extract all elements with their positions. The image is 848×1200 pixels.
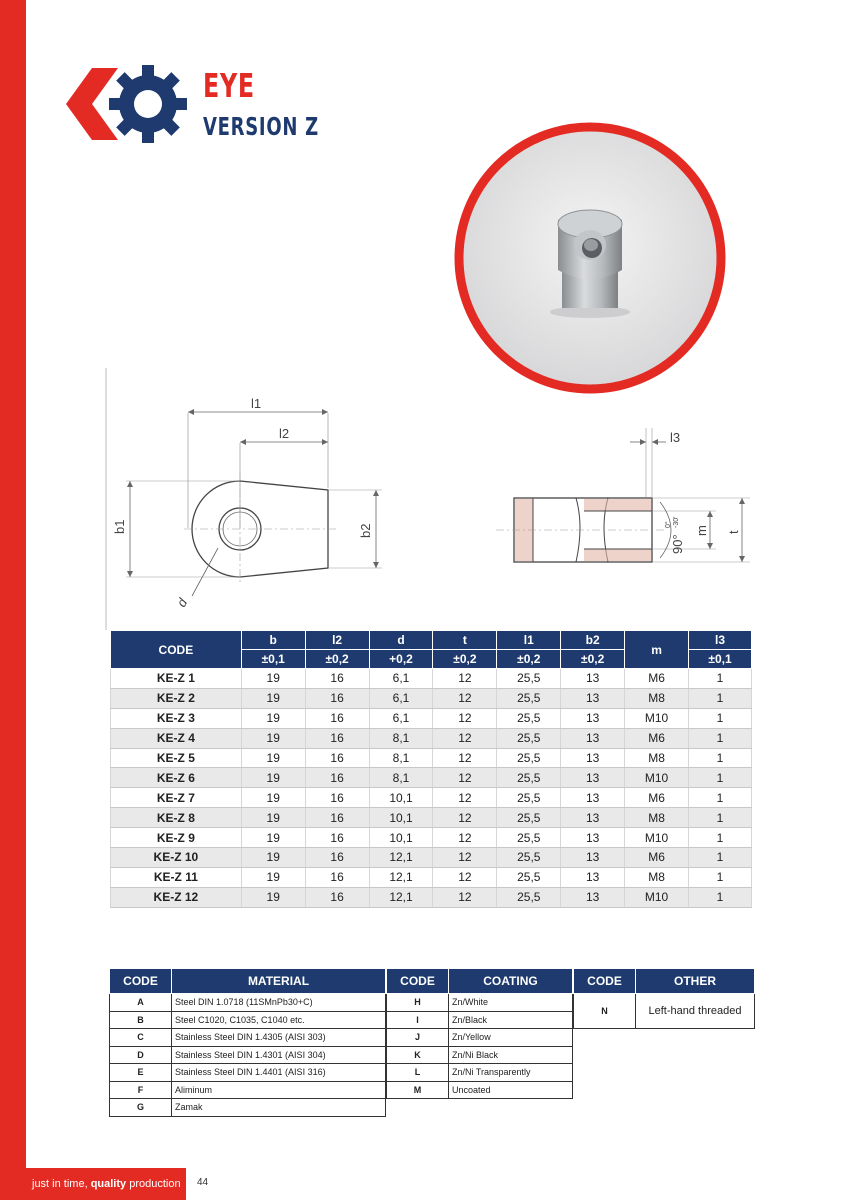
table-cell: 25,5 (497, 808, 561, 828)
col-header-b: b (241, 631, 305, 650)
tol-t: ±0,2 (433, 650, 497, 669)
dim-b1: b1 (112, 519, 127, 534)
table-cell: 1 (689, 728, 752, 748)
list-item (110, 1081, 386, 1099)
table-cell: 6,1 (369, 688, 433, 708)
table-cell: 1 (689, 669, 752, 689)
table-cell: M8 (625, 808, 689, 828)
table-cell: 6,1 (369, 669, 433, 689)
table-cell: 1 (689, 828, 752, 848)
footer-text-post: production (126, 1178, 181, 1190)
material-header-material: MATERIAL (172, 969, 386, 994)
legend-description: Zamak (172, 1099, 386, 1117)
row-code: KE-Z 6 (111, 768, 242, 788)
table-cell: 13 (561, 828, 625, 848)
list-item (387, 1081, 573, 1099)
table-cell: 1 (689, 788, 752, 808)
table-cell: 8,1 (369, 768, 433, 788)
table-cell: 16 (305, 867, 369, 887)
material-header-code: CODE (110, 969, 172, 994)
legend-code: H (387, 994, 449, 1012)
legend-description: Zn/Ni Black (449, 1046, 573, 1064)
tol-b2: ±0,2 (561, 650, 625, 669)
list-item (110, 1099, 386, 1117)
table-cell: 10,1 (369, 808, 433, 828)
row-code: KE-Z 8 (111, 808, 242, 828)
table-cell: 16 (305, 788, 369, 808)
dim-l2: l2 (278, 426, 290, 441)
table-cell: 13 (561, 669, 625, 689)
table-cell: M10 (625, 708, 689, 728)
table-cell: 12 (433, 768, 497, 788)
list-item (387, 1046, 573, 1064)
other-code: N (574, 994, 636, 1029)
table-cell: 16 (305, 688, 369, 708)
table-cell: M6 (625, 848, 689, 868)
table-cell: M6 (625, 788, 689, 808)
legend-code: I (387, 1011, 449, 1029)
table-cell: 19 (241, 728, 305, 748)
table-cell: 25,5 (497, 848, 561, 868)
legend-description: Stainless Steel DIN 1.4305 (AISI 303) (172, 1029, 386, 1047)
col-header-l3: l3 (689, 631, 752, 650)
table-cell: 12 (433, 788, 497, 808)
dim-angle-tol-bottom: -30' (673, 516, 680, 528)
table-cell: M8 (625, 748, 689, 768)
dim-l1: l1 (250, 396, 262, 411)
row-code: KE-Z 5 (111, 748, 242, 768)
coating-header-coating: COATING (449, 969, 573, 994)
list-item (387, 1064, 573, 1082)
table-cell: M6 (625, 728, 689, 748)
table-cell: M8 (625, 688, 689, 708)
table-row (111, 768, 752, 788)
table-cell: 16 (305, 708, 369, 728)
table-cell: 13 (561, 788, 625, 808)
legend-description: Zn/Yellow (449, 1029, 573, 1047)
table-cell: 12 (433, 688, 497, 708)
table-row (111, 788, 752, 808)
table-cell: 12 (433, 887, 497, 907)
dim-angle: 90° (670, 534, 685, 554)
row-code: KE-Z 2 (111, 688, 242, 708)
legend-description: Steel C1020, C1035, C1040 etc. (172, 1011, 386, 1029)
footer-tagline (26, 1168, 186, 1200)
dim-b2: b2 (358, 523, 373, 538)
table-cell: 25,5 (497, 867, 561, 887)
material-table (109, 968, 386, 1117)
table-row (111, 669, 752, 689)
legend-code: A (110, 994, 172, 1012)
row-code: KE-Z 9 (111, 828, 242, 848)
tol-l1: ±0,2 (497, 650, 561, 669)
table-row (111, 887, 752, 907)
table-cell: 6,1 (369, 708, 433, 728)
side-accent-bar (0, 0, 26, 1200)
table-cell: 1 (689, 708, 752, 728)
table-cell: 1 (689, 887, 752, 907)
company-logo (66, 64, 188, 144)
table-cell: 10,1 (369, 788, 433, 808)
table-cell: 25,5 (497, 748, 561, 768)
table-cell: 19 (241, 708, 305, 728)
table-cell: 19 (241, 748, 305, 768)
table-cell: 1 (689, 688, 752, 708)
table-cell: 12,1 (369, 867, 433, 887)
legend-code: J (387, 1029, 449, 1047)
table-cell: 1 (689, 748, 752, 768)
legend-description: Zn/White (449, 994, 573, 1012)
tol-l3: ±0,1 (689, 650, 752, 669)
table-row (111, 688, 752, 708)
legend-code: C (110, 1029, 172, 1047)
page-subtitle: VERSION Z (203, 112, 319, 141)
table-cell: 13 (561, 867, 625, 887)
table-cell: 19 (241, 788, 305, 808)
table-cell: M10 (625, 887, 689, 907)
table-cell: 19 (241, 828, 305, 848)
table-row (111, 748, 752, 768)
col-header-d: d (369, 631, 433, 650)
table-cell: 16 (305, 669, 369, 689)
legend-description: Uncoated (449, 1081, 573, 1099)
table-cell: 13 (561, 768, 625, 788)
table-cell: 25,5 (497, 828, 561, 848)
row-code: KE-Z 7 (111, 788, 242, 808)
table-cell: 12 (433, 848, 497, 868)
table-row (111, 848, 752, 868)
table-cell: 16 (305, 768, 369, 788)
legend-code: B (110, 1011, 172, 1029)
product-photo (452, 120, 728, 396)
legend-code: G (110, 1099, 172, 1117)
table-cell: 13 (561, 887, 625, 907)
other-header-code: CODE (574, 969, 636, 994)
dim-d: d (173, 595, 191, 610)
dim-l3: l3 (670, 430, 681, 445)
table-cell: 12 (433, 867, 497, 887)
dim-t: t (726, 530, 741, 534)
row-code: KE-Z 1 (111, 669, 242, 689)
table-row (111, 728, 752, 748)
coating-table (386, 968, 573, 1099)
table-cell: 12,1 (369, 887, 433, 907)
dim-m: m (694, 525, 709, 536)
table-cell: 12 (433, 748, 497, 768)
table-cell: 19 (241, 848, 305, 868)
table-cell: 25,5 (497, 688, 561, 708)
table-cell: 25,5 (497, 708, 561, 728)
table-cell: 8,1 (369, 728, 433, 748)
table-cell: 12 (433, 669, 497, 689)
table-cell: 10,1 (369, 828, 433, 848)
table-cell: 16 (305, 728, 369, 748)
table-row (111, 867, 752, 887)
list-item (387, 1011, 573, 1029)
table-cell: 12 (433, 828, 497, 848)
page-number: 44 (197, 1177, 209, 1188)
other-table (573, 968, 755, 1029)
dim-angle-tol-top: 0° (665, 521, 672, 528)
table-cell: 25,5 (497, 887, 561, 907)
table-cell: 12 (433, 808, 497, 828)
list-item (110, 1064, 386, 1082)
table-cell: M10 (625, 768, 689, 788)
col-header-t: t (433, 631, 497, 650)
col-header-l1: l1 (497, 631, 561, 650)
tol-d: +0,2 (369, 650, 433, 669)
table-cell: 13 (561, 688, 625, 708)
page-title: EYE (203, 66, 255, 105)
table-cell: 13 (561, 708, 625, 728)
table-cell: 1 (689, 867, 752, 887)
tol-b: ±0,1 (241, 650, 305, 669)
table-cell: 16 (305, 748, 369, 768)
list-item (110, 994, 386, 1012)
list-item (387, 1029, 573, 1047)
legend-code: F (110, 1081, 172, 1099)
legend-code: K (387, 1046, 449, 1064)
list-item (110, 1046, 386, 1064)
table-cell: 16 (305, 848, 369, 868)
spec-table (110, 630, 752, 908)
table-cell: 12 (433, 728, 497, 748)
legend-description: Zn/Ni Transparently (449, 1064, 573, 1082)
technical-drawing (100, 368, 760, 630)
table-cell: 12 (433, 708, 497, 728)
table-cell: 25,5 (497, 669, 561, 689)
legend-code: E (110, 1064, 172, 1082)
row-code: KE-Z 12 (111, 887, 242, 907)
table-cell: 19 (241, 688, 305, 708)
table-cell: 13 (561, 728, 625, 748)
row-code: KE-Z 10 (111, 848, 242, 868)
legend-code: L (387, 1064, 449, 1082)
col-header-code: CODE (111, 631, 242, 669)
table-row (111, 808, 752, 828)
table-cell: 13 (561, 748, 625, 768)
col-header-b2: b2 (561, 631, 625, 650)
table-cell: 25,5 (497, 768, 561, 788)
table-cell: 16 (305, 887, 369, 907)
col-header-m: m (625, 631, 689, 669)
coating-header-code: CODE (387, 969, 449, 994)
table-cell: 13 (561, 808, 625, 828)
table-row (111, 708, 752, 728)
table-row (111, 828, 752, 848)
table-cell: 1 (689, 808, 752, 828)
table-cell: 16 (305, 828, 369, 848)
tol-l2: ±0,2 (305, 650, 369, 669)
table-cell: 19 (241, 669, 305, 689)
list-item (387, 994, 573, 1012)
table-cell: 8,1 (369, 748, 433, 768)
legend-description: Stainless Steel DIN 1.4401 (AISI 316) (172, 1064, 386, 1082)
other-header-other: OTHER (636, 969, 755, 994)
row-code: KE-Z 3 (111, 708, 242, 728)
table-cell: 1 (689, 768, 752, 788)
list-item (110, 1011, 386, 1029)
table-cell: 25,5 (497, 728, 561, 748)
row-code: KE-Z 4 (111, 728, 242, 748)
footer-text-bold: quality (90, 1178, 127, 1190)
table-cell: 1 (689, 848, 752, 868)
table-cell: 19 (241, 867, 305, 887)
table-cell: M6 (625, 669, 689, 689)
footer-text-pre: just in time, (32, 1178, 91, 1190)
col-header-l2: l2 (305, 631, 369, 650)
legend-code: D (110, 1046, 172, 1064)
legend-description: Stainless Steel DIN 1.4301 (AISI 304) (172, 1046, 386, 1064)
table-cell: 19 (241, 887, 305, 907)
other-description: Left-hand threaded (636, 994, 755, 1029)
legend-description: Zn/Black (449, 1011, 573, 1029)
row-code: KE-Z 11 (111, 867, 242, 887)
legend-code: M (387, 1081, 449, 1099)
legend-description: Aliminum (172, 1081, 386, 1099)
table-cell: M10 (625, 828, 689, 848)
table-cell: 12,1 (369, 848, 433, 868)
list-item (110, 1029, 386, 1047)
table-cell: 13 (561, 848, 625, 868)
table-cell: M8 (625, 867, 689, 887)
table-cell: 16 (305, 808, 369, 828)
table-cell: 19 (241, 808, 305, 828)
legend-description: Steel DIN 1.0718 (11SMnPb30+C) (172, 994, 386, 1012)
table-cell: 25,5 (497, 788, 561, 808)
table-cell: 19 (241, 768, 305, 788)
